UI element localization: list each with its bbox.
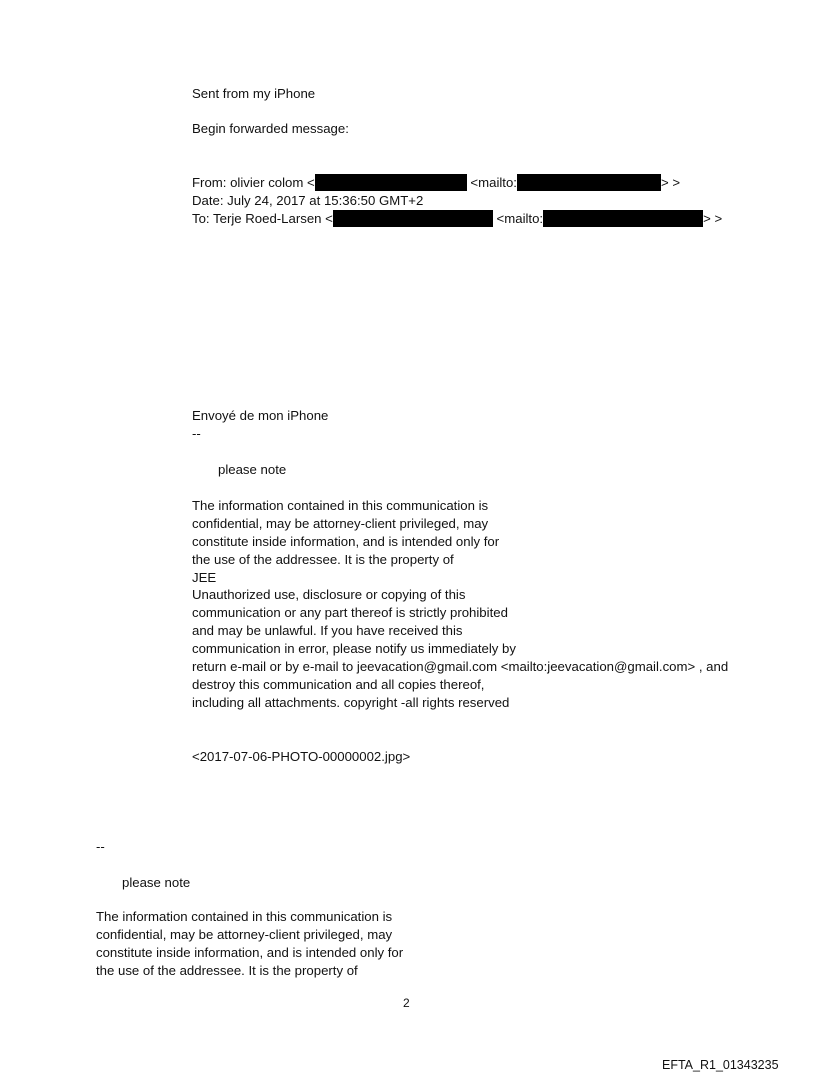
disclaimer-line: communication in error, please notify us immediately by <box>192 641 516 656</box>
redaction-box <box>543 210 703 227</box>
disclaimer-line: JEE <box>192 570 217 585</box>
document-id: EFTA_R1_01343235 <box>662 1058 779 1072</box>
redaction-box <box>333 210 493 227</box>
signature-dash: -- <box>192 426 201 441</box>
disclaimer-line: constitute inside information, and is intended only for <box>192 534 500 549</box>
from-label: From: olivier colom < <box>192 175 315 190</box>
please-note: please note <box>218 462 287 477</box>
disclaimer-line: The information contained in this communication is <box>96 909 393 924</box>
disclaimer-line: destroy this communication and all copies thereof, <box>192 677 485 692</box>
close-brackets: > > <box>703 211 723 226</box>
disclaimer-line: confidential, may be attorney-client privileged, may <box>96 927 393 942</box>
disclaimer-line: confidential, may be attorney-client privileged, may <box>192 516 489 531</box>
disclaimer-line: return e-mail or by e-mail to jeevacation@gmail.com <mailto:jeevacation@gmail.com> , and <box>192 659 729 674</box>
please-note: please note <box>122 875 191 890</box>
disclaimer-line: the use of the addressee. It is the property of <box>192 552 454 567</box>
attachment-name: <2017-07-06-PHOTO-00000002.jpg> <box>192 749 411 764</box>
disclaimer-line: communication or any part thereof is strictly prohibited <box>192 605 508 620</box>
to-line <box>192 210 722 228</box>
disclaimer-line: The information contained in this communication is <box>192 498 489 513</box>
mailto-label: <mailto: <box>470 175 517 190</box>
from-line <box>192 174 680 192</box>
redaction-box <box>315 174 467 191</box>
envoye-line: Envoyé de mon iPhone <box>192 408 329 423</box>
disclaimer-line: the use of the addressee. It is the property of <box>96 963 358 978</box>
disclaimer-line: constitute inside information, and is intended only for <box>96 945 404 960</box>
begin-forwarded-line: Begin forwarded message: <box>192 121 349 136</box>
disclaimer-line: Unauthorized use, disclosure or copying of this <box>192 587 466 602</box>
close-brackets: > > <box>660 175 681 190</box>
disclaimer-line: and may be unlawful. If you have received this <box>192 623 463 638</box>
mailto-label: <mailto: <box>496 211 544 226</box>
signature-dash: -- <box>96 839 105 854</box>
date-line: Date: July 24, 2017 at 15:36:50 GMT+2 <box>192 193 424 208</box>
disclaimer-line: including all attachments. copyright -all rights reserved <box>192 695 510 710</box>
sent-from-line: Sent from my iPhone <box>192 86 316 101</box>
to-label: To: Terje Roed-Larsen < <box>192 211 333 226</box>
page-number: 2 <box>403 996 410 1010</box>
redaction-box <box>517 174 661 191</box>
